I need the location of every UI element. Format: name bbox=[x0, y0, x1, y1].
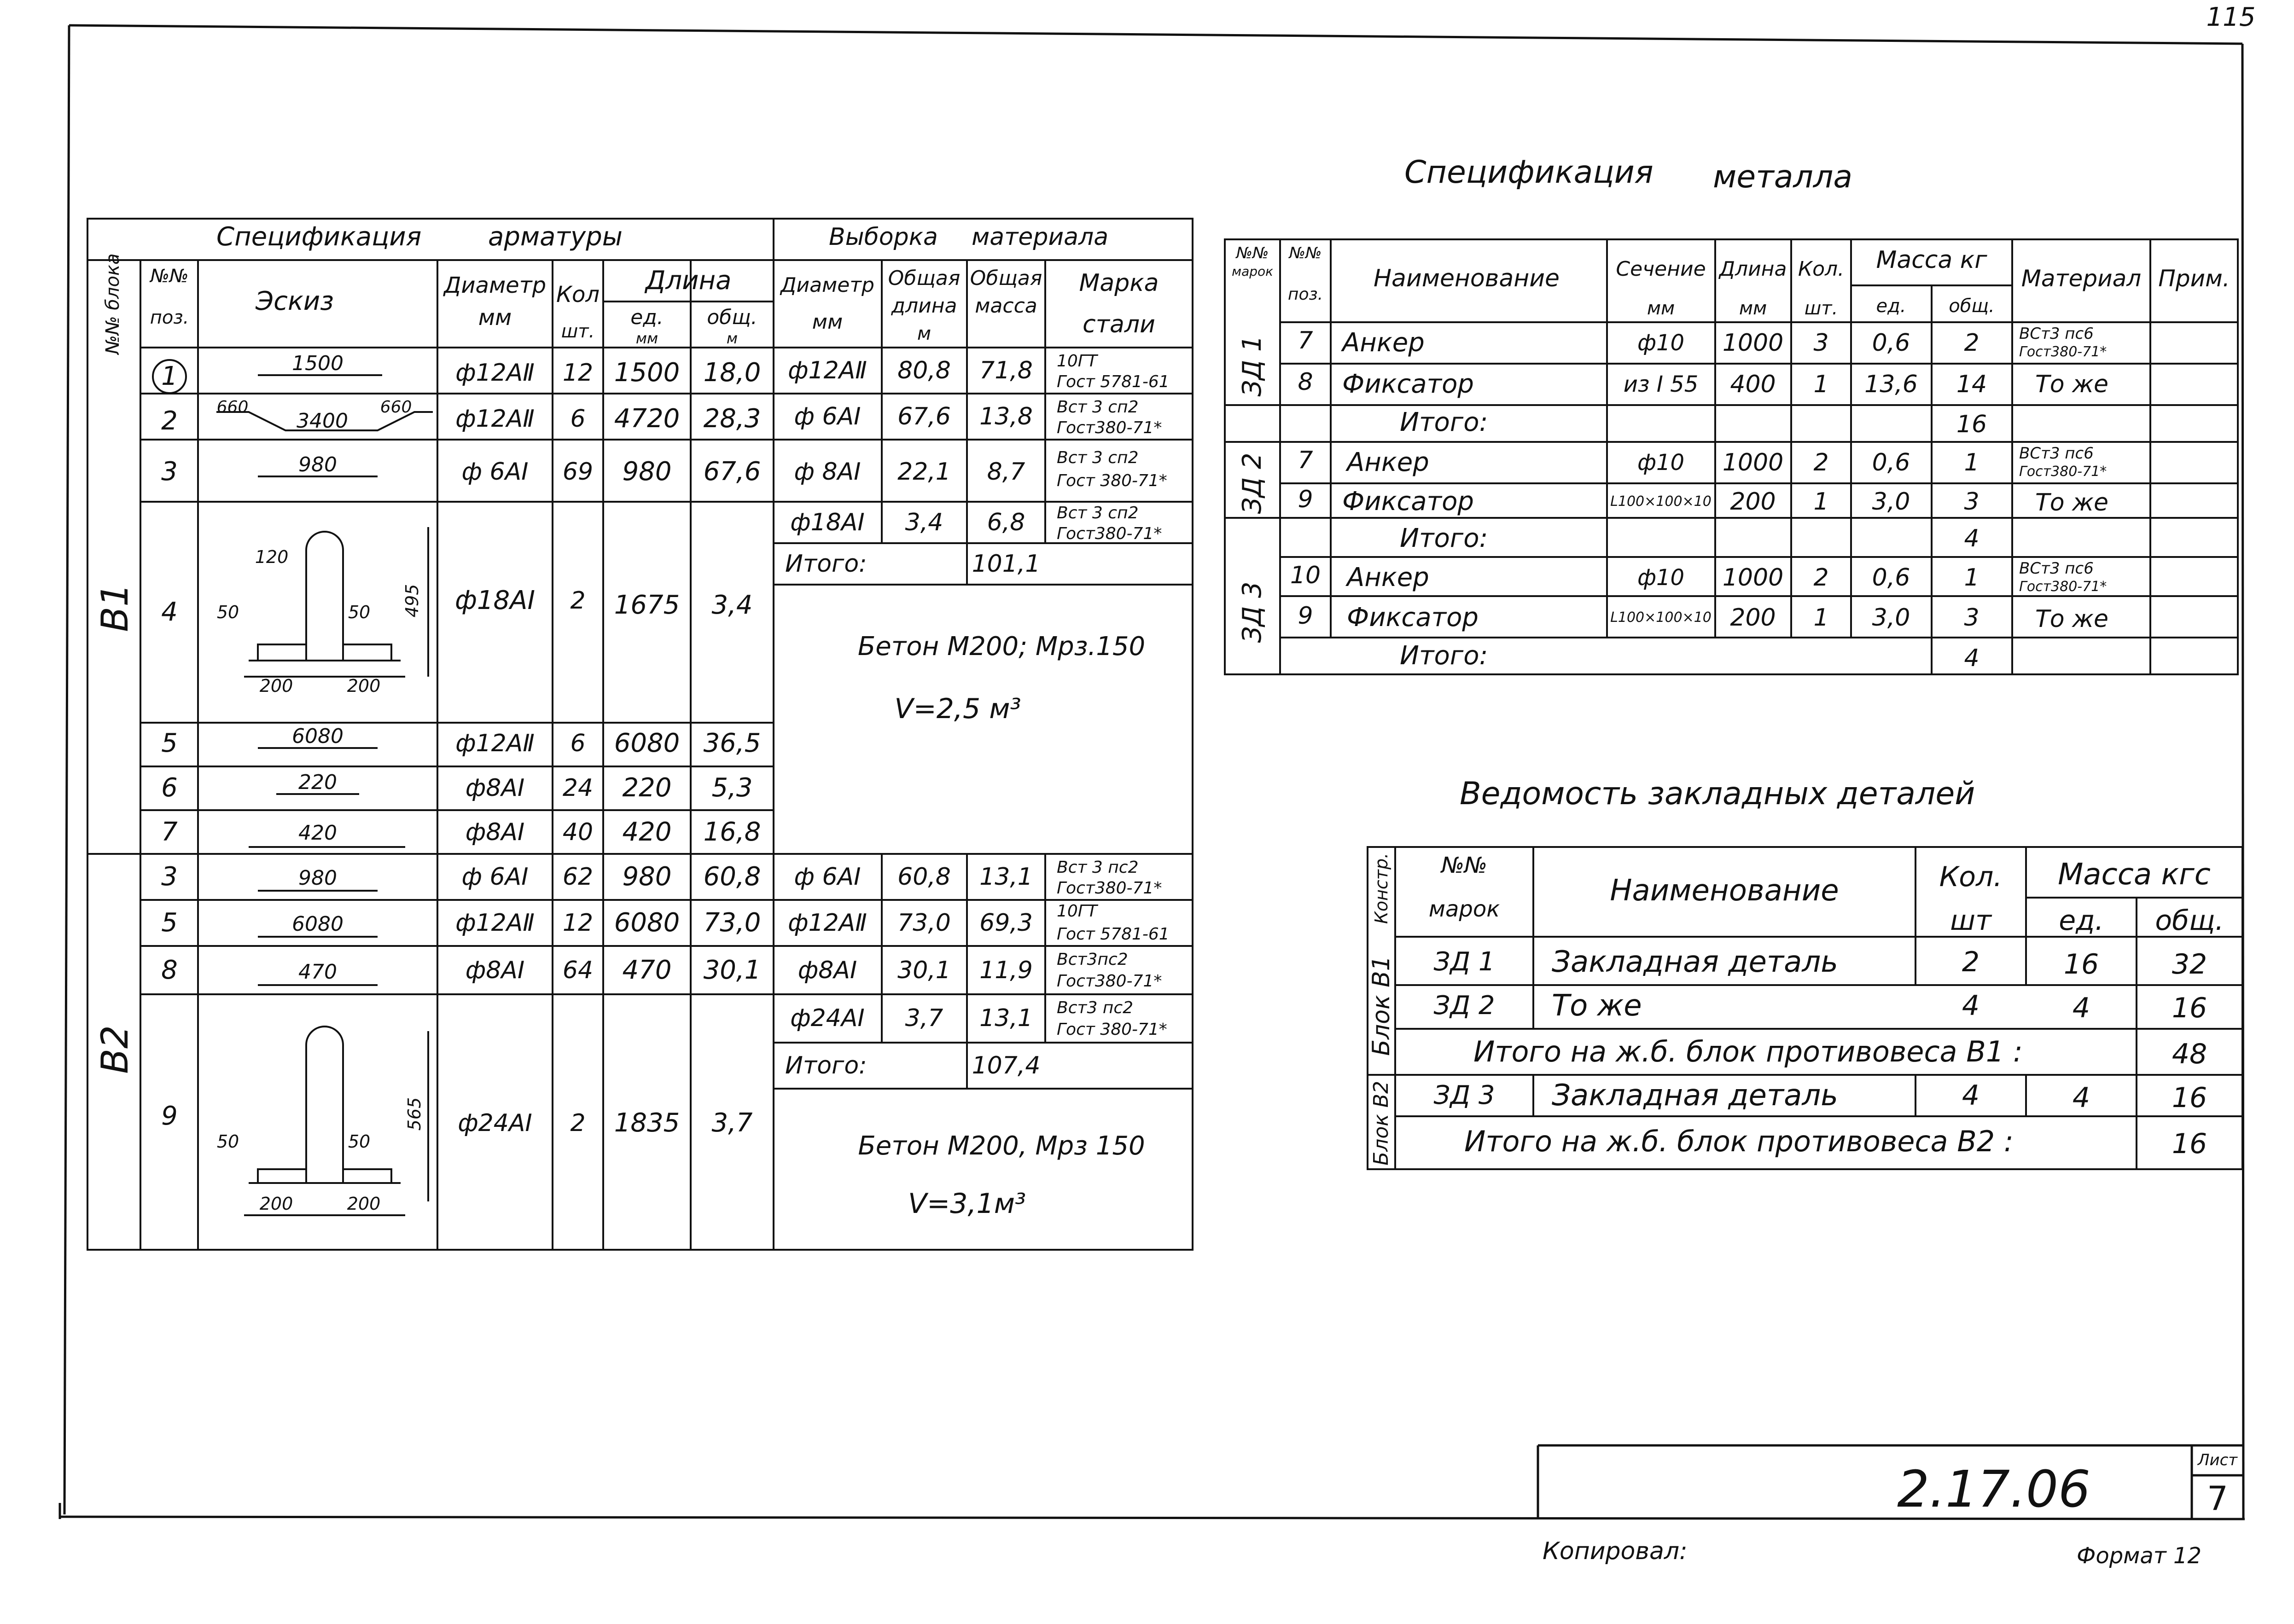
metal-qty: 1 bbox=[1813, 604, 1829, 632]
rebar-header-length-m: м bbox=[726, 330, 738, 347]
hook-dim-e: 200 bbox=[259, 676, 293, 696]
embedded-header-mass: Масса кгс bbox=[2058, 858, 2211, 892]
metal-header-note: Прим. bbox=[2158, 265, 2230, 292]
selection-mass: 8,7 bbox=[987, 458, 1025, 486]
metal-section: L100×100×10 bbox=[1610, 493, 1712, 510]
selection-diameter: ф12АⅡ bbox=[788, 909, 867, 937]
selection-header-length: Общая bbox=[888, 267, 961, 290]
selection-steel-gost: Гост 5781-61 bbox=[1057, 372, 1170, 391]
rebar-header-qty-unit: шт. bbox=[561, 321, 595, 342]
embedded-header-qty-unit: шт bbox=[1950, 905, 1991, 937]
rebar-header-block: №№ блока bbox=[102, 253, 123, 354]
metal-section: ф10 bbox=[1637, 330, 1685, 356]
selection-steel-gost: Гост 5781-61 bbox=[1057, 925, 1170, 944]
rebar-diameter: ф8АI bbox=[465, 818, 525, 846]
rebar-length: 1835 bbox=[614, 1108, 680, 1138]
selection-length: 3,7 bbox=[905, 1004, 943, 1032]
page-corner-number: 115 bbox=[2206, 2, 2256, 32]
embedded-b1-total-label: Итого на ж.б. блок противовеса В1 : bbox=[1473, 1035, 2023, 1068]
rebar-total: 16,8 bbox=[703, 817, 761, 847]
rebar-length: 1675 bbox=[614, 590, 680, 620]
metal-total: 16 bbox=[1956, 411, 1987, 438]
metal-section: ф10 bbox=[1637, 565, 1685, 591]
rebar-pos: 5 bbox=[161, 728, 178, 758]
rebar-header-length-total: общ. bbox=[707, 306, 757, 329]
selection-b2-total: 107,4 bbox=[972, 1052, 1041, 1079]
selection-b1-volume: V=2,5 м³ bbox=[894, 693, 1021, 725]
metal-mass-total: 2 bbox=[1964, 329, 1980, 357]
selection-diameter: ф 8АI bbox=[794, 458, 861, 486]
selection-b2-concrete: Бетон М200, Мрз 150 bbox=[858, 1131, 1145, 1161]
metal-mass-unit: 0,6 bbox=[1872, 329, 1910, 357]
rebar-block-b1: В1 bbox=[93, 583, 136, 632]
metal-header-section-unit: мм bbox=[1647, 298, 1675, 319]
metal-name: Анкер bbox=[1347, 447, 1429, 477]
selection-steel: 10ГТ bbox=[1057, 902, 1097, 921]
selection-diameter: ф 6АI bbox=[794, 863, 861, 891]
selection-diameter: ф24АI bbox=[790, 1004, 865, 1032]
selection-length: 80,8 bbox=[897, 357, 951, 384]
rebar-pos: 3 bbox=[161, 457, 178, 487]
embedded-header-mark: №№ bbox=[1441, 853, 1487, 878]
rebar-length: 1500 bbox=[614, 358, 680, 388]
rebar-total: 3,4 bbox=[711, 590, 753, 620]
embedded-b2-total: 16 bbox=[2172, 1128, 2207, 1160]
rebar-diameter: ф24АI bbox=[458, 1109, 532, 1137]
rebar-header-pos: №№ bbox=[150, 266, 189, 287]
embedded-header-qty: Кол. bbox=[1939, 861, 2003, 893]
rebar-diameter: ф8АI bbox=[465, 774, 525, 802]
embedded-b1-total: 48 bbox=[2172, 1038, 2207, 1070]
rebar-block-b2: В2 bbox=[93, 1025, 136, 1074]
metal-name: Фиксатор bbox=[1342, 369, 1474, 399]
metal-header-mark2: марок bbox=[1231, 264, 1274, 279]
selection-steel: Вст 3 пс2 bbox=[1057, 858, 1139, 877]
selection-diameter: ф12АⅡ bbox=[788, 357, 867, 384]
selection-steel-gost: Гост 380-71* bbox=[1057, 471, 1167, 490]
rebar-pos: 2 bbox=[161, 406, 178, 436]
embedded-title: Ведомость закладных деталей bbox=[1460, 776, 1975, 812]
rebar-total: 3,7 bbox=[711, 1108, 753, 1138]
metal-header-pos: №№ bbox=[1289, 244, 1322, 262]
metal-material-gost: Гост380-71* bbox=[2019, 344, 2107, 360]
metal-header-name: Наименование bbox=[1373, 265, 1560, 292]
selection-b1-total: 101,1 bbox=[972, 550, 1041, 578]
rebar-qty: 6 bbox=[570, 405, 586, 433]
embedded-header-mass-unit: ед. bbox=[2059, 905, 2104, 937]
rebar-pos: 5 bbox=[161, 908, 178, 938]
metal-pos: 7 bbox=[1298, 327, 1313, 354]
rebar-length: 4720 bbox=[614, 404, 680, 434]
selection-steel-gost: Гост380-71* bbox=[1057, 972, 1162, 991]
rebar-pos: 6 bbox=[161, 773, 178, 803]
rebar-qty: 12 bbox=[562, 359, 594, 387]
rebar-header-pos2: поз. bbox=[150, 307, 189, 328]
metal-length: 1000 bbox=[1722, 449, 1784, 476]
rebar-header-diameter: Диаметр bbox=[443, 273, 547, 298]
metal-mass-total: 1 bbox=[1964, 449, 1980, 476]
metal-header-mass-unit: ед. bbox=[1876, 296, 1906, 317]
rebar-qty: 62 bbox=[562, 863, 594, 891]
metal-title-right: металла bbox=[1713, 159, 1853, 195]
selection-steel: Вст3 пс2 bbox=[1057, 998, 1134, 1017]
selection-mass: 13,1 bbox=[979, 1004, 1033, 1032]
metal-qty: 2 bbox=[1813, 564, 1829, 592]
rebar-diameter: ф12АⅡ bbox=[455, 730, 535, 757]
metal-qty: 3 bbox=[1813, 329, 1829, 357]
metal-title-left: Спецификация bbox=[1404, 154, 1654, 191]
rebar-total: 30,1 bbox=[703, 955, 761, 985]
hook-dim-b: 50 bbox=[216, 1131, 239, 1152]
metal-name: Фиксатор bbox=[1342, 487, 1474, 516]
metal-name: Анкер bbox=[1347, 563, 1429, 592]
selection-b1-concrete: Бетон М200; Мрз.150 bbox=[857, 632, 1146, 661]
embedded-mass-unit: 4 bbox=[2072, 992, 2090, 1024]
embedded-mark: ЗД 3 bbox=[1433, 1080, 1495, 1110]
rebar-sketch-dim-right: 660 bbox=[380, 398, 412, 417]
rebar-sketch-dim: 3400 bbox=[297, 409, 348, 433]
selection-header-length-unit: м bbox=[917, 323, 932, 344]
metal-material-gost: Гост380-71* bbox=[2019, 579, 2107, 595]
rebar-qty: 24 bbox=[562, 774, 594, 802]
metal-mass-total: 3 bbox=[1964, 604, 1980, 632]
hook-dim-c: 50 bbox=[348, 602, 371, 622]
selection-steel: Вст 3 сп2 bbox=[1057, 448, 1139, 467]
hook-dim-a: 120 bbox=[255, 547, 289, 567]
rebar-header-qty: Кол bbox=[556, 282, 600, 307]
embedded-qty: 2 bbox=[1962, 946, 1980, 978]
hook-dim-f: 200 bbox=[347, 1194, 381, 1214]
metal-length: 200 bbox=[1730, 604, 1776, 632]
rebar-sketch-dim: 470 bbox=[298, 960, 337, 984]
metal-header-length: Длина bbox=[1719, 257, 1787, 281]
selection-b1-total-label: Итого: bbox=[785, 550, 867, 578]
selection-length: 73,0 bbox=[897, 909, 951, 937]
selection-b2-total-label: Итого: bbox=[785, 1052, 867, 1079]
metal-header-qty: Кол. bbox=[1798, 257, 1845, 281]
selection-steel: Вст 3 сп2 bbox=[1057, 398, 1139, 417]
selection-header-mass2: масса bbox=[975, 294, 1037, 318]
rebar-sketch-dim: 220 bbox=[298, 771, 337, 794]
rebar-total: 36,5 bbox=[703, 728, 761, 758]
selection-header-diameter-unit: мм bbox=[812, 310, 843, 334]
selection-header-steel2: стали bbox=[1083, 311, 1155, 338]
rebar-total: 5,3 bbox=[711, 773, 753, 803]
format-label: Формат 12 bbox=[2077, 1543, 2202, 1569]
rebar-qty: 6 bbox=[570, 730, 586, 757]
metal-qty: 1 bbox=[1813, 371, 1829, 398]
selection-title-right: материала bbox=[972, 223, 1109, 251]
rebar-length: 6080 bbox=[614, 908, 680, 938]
metal-material: ВСт3 пс6 bbox=[2019, 559, 2094, 578]
rebar-pos: 9 bbox=[161, 1101, 178, 1131]
embedded-qty: 4 bbox=[1962, 1079, 1980, 1112]
embedded-name: То же bbox=[1552, 989, 1642, 1023]
selection-mass: 13,1 bbox=[979, 863, 1033, 891]
rebar-header-length: Длина bbox=[645, 266, 732, 296]
metal-pos: 10 bbox=[1290, 562, 1321, 589]
metal-pos: 9 bbox=[1298, 602, 1313, 630]
metal-pos: 7 bbox=[1298, 447, 1313, 474]
metal-header-qty-unit: шт. bbox=[1804, 298, 1838, 319]
selection-diameter: ф18АI bbox=[790, 509, 865, 536]
metal-mass-unit: 13,6 bbox=[1864, 371, 1918, 398]
selection-steel: Вст 3 сп2 bbox=[1057, 504, 1139, 522]
embedded-mass-total: 32 bbox=[2172, 948, 2207, 980]
rebar-total: 73,0 bbox=[703, 908, 761, 938]
embedded-header-constr: Констр. bbox=[1371, 853, 1392, 924]
rebar-header-diameter-unit: мм bbox=[478, 305, 512, 331]
metal-name: Фиксатор bbox=[1347, 603, 1479, 632]
rebar-qty: 2 bbox=[570, 1109, 586, 1137]
hook-dim-e: 200 bbox=[259, 1194, 293, 1214]
rebar-total: 28,3 bbox=[703, 404, 761, 434]
embedded-mass-unit: 4 bbox=[2072, 1082, 2090, 1114]
hook-dim-f: 200 bbox=[347, 676, 381, 696]
hook-dim-d: 495 bbox=[402, 584, 422, 618]
metal-material: То же bbox=[2035, 489, 2108, 516]
embedded-mark: ЗД 2 bbox=[1433, 991, 1495, 1021]
selection-steel-gost: Гост380-71* bbox=[1057, 879, 1162, 898]
rebar-header-length-unit: ед. bbox=[630, 306, 664, 329]
metal-mass-unit: 3,0 bbox=[1872, 604, 1910, 632]
embedded-qty: 4 bbox=[1962, 990, 1980, 1022]
rebar-length: 6080 bbox=[614, 728, 680, 758]
selection-length: 22,1 bbox=[897, 458, 951, 486]
metal-material: То же bbox=[2035, 371, 2108, 398]
metal-group-mark: ЗД 2 bbox=[1237, 452, 1267, 514]
metal-material-gost: Гост380-71* bbox=[2019, 464, 2107, 480]
selection-header-mass: Общая bbox=[970, 267, 1042, 290]
rebar-qty: 12 bbox=[562, 909, 594, 937]
rebar-total: 18,0 bbox=[703, 358, 761, 388]
metal-header-length-unit: мм bbox=[1739, 298, 1767, 319]
metal-header-material: Материал bbox=[2021, 265, 2142, 292]
embedded-header-name: Наименование bbox=[1610, 874, 1839, 908]
rebar-pos: 8 bbox=[161, 955, 178, 985]
rebar-sketch-dim-left: 660 bbox=[216, 398, 249, 417]
metal-qty: 1 bbox=[1813, 488, 1829, 516]
metal-length: 400 bbox=[1730, 371, 1776, 398]
metal-header-pos2: поз. bbox=[1287, 285, 1323, 304]
rebar-header-sketch: Эскиз bbox=[256, 286, 334, 316]
metal-total-label: Итого: bbox=[1400, 407, 1488, 437]
rebar-qty: 40 bbox=[562, 818, 594, 846]
hook-dim-c: 50 bbox=[348, 1131, 371, 1152]
rebar-sketch-dim: 6080 bbox=[292, 912, 344, 936]
metal-mass-total: 1 bbox=[1964, 564, 1980, 592]
metal-total-label: Итого: bbox=[1400, 641, 1488, 671]
rebar-sketch-dim: 980 bbox=[298, 453, 337, 476]
embedded-mark: ЗД 1 bbox=[1433, 947, 1495, 977]
rebar-pos: 3 bbox=[161, 862, 178, 892]
metal-material: ВСт3 пс6 bbox=[2019, 444, 2094, 463]
rebar-length: 420 bbox=[622, 817, 672, 847]
hook-dim-b: 50 bbox=[216, 602, 239, 622]
rebar-sketch-dim: 980 bbox=[298, 866, 337, 890]
selection-length: 60,8 bbox=[897, 863, 951, 891]
rebar-pos: 1 bbox=[161, 361, 178, 391]
rebar-title-left: Спецификация bbox=[216, 222, 422, 252]
metal-pos: 9 bbox=[1298, 486, 1313, 513]
rebar-sketch-dim: 6080 bbox=[292, 725, 344, 748]
embedded-block-b1: Блок В1 bbox=[1368, 956, 1395, 1056]
rebar-length: 980 bbox=[622, 457, 672, 487]
metal-mass-total: 3 bbox=[1964, 488, 1980, 516]
rebar-length: 470 bbox=[622, 955, 672, 985]
selection-diameter: ф 6АI bbox=[794, 403, 861, 430]
selection-mass: 69,3 bbox=[979, 909, 1033, 937]
metal-mass-unit: 3,0 bbox=[1872, 488, 1910, 516]
metal-group-mark: ЗД 1 bbox=[1237, 335, 1267, 397]
rebar-sketch-dim: 1500 bbox=[292, 352, 344, 375]
metal-material: ВСт3 пс6 bbox=[2019, 325, 2094, 343]
selection-b2-volume: V=3,1м³ bbox=[908, 1188, 1026, 1220]
selection-length: 67,6 bbox=[897, 403, 951, 430]
metal-qty: 2 bbox=[1813, 449, 1829, 476]
selection-header-length2: длина bbox=[891, 294, 957, 318]
rebar-title-right: арматуры bbox=[488, 222, 623, 252]
selection-steel: Вст3пс2 bbox=[1057, 950, 1128, 969]
hook-dim-d: 565 bbox=[404, 1097, 425, 1131]
rebar-diameter: ф 6АI bbox=[461, 863, 529, 891]
metal-material: То же bbox=[2035, 605, 2108, 633]
metal-header-mark: №№ bbox=[1236, 244, 1269, 262]
sheet-number: 7 bbox=[2207, 1479, 2228, 1518]
embedded-mass-total: 16 bbox=[2172, 1082, 2207, 1114]
rebar-diameter: ф12АⅡ bbox=[455, 359, 535, 387]
rebar-total: 60,8 bbox=[703, 862, 761, 892]
copied-label: Копировал: bbox=[1543, 1537, 1688, 1565]
metal-section: L100×100×10 bbox=[1610, 609, 1712, 626]
metal-length: 1000 bbox=[1722, 564, 1784, 592]
embedded-b2-total-label: Итого на ж.б. блок противовеса В2 : bbox=[1464, 1125, 2014, 1158]
metal-mass-unit: 0,6 bbox=[1872, 449, 1910, 476]
selection-length: 3,4 bbox=[905, 509, 943, 536]
metal-section: из I 55 bbox=[1623, 371, 1699, 397]
metal-name: Анкер bbox=[1342, 328, 1425, 358]
embedded-block-b2: Блок В2 bbox=[1369, 1081, 1393, 1166]
metal-total: 4 bbox=[1964, 525, 1980, 552]
selection-length: 30,1 bbox=[897, 957, 951, 984]
selection-mass: 71,8 bbox=[979, 357, 1033, 384]
rebar-diameter: ф8АI bbox=[465, 957, 525, 984]
rebar-pos: 7 bbox=[161, 817, 178, 847]
rebar-length: 220 bbox=[622, 773, 672, 803]
rebar-qty: 69 bbox=[562, 458, 594, 486]
selection-mass: 11,9 bbox=[979, 957, 1033, 984]
rebar-diameter: ф12АⅡ bbox=[455, 405, 535, 433]
selection-header-steel: Марка bbox=[1079, 269, 1159, 297]
embedded-header-mark2: марок bbox=[1428, 896, 1500, 922]
rebar-pos: 4 bbox=[161, 597, 178, 627]
selection-steel-gost: Гост380-71* bbox=[1057, 418, 1162, 437]
rebar-diameter: ф 6АI bbox=[461, 458, 529, 486]
selection-mass: 13,8 bbox=[979, 403, 1033, 430]
rebar-diameter: ф12АⅡ bbox=[455, 909, 535, 937]
metal-total: 4 bbox=[1964, 644, 1980, 672]
metal-mass-total: 14 bbox=[1956, 371, 1987, 398]
document-code: 2.17.06 bbox=[1897, 1460, 2090, 1519]
selection-title-left: Выборка bbox=[829, 223, 938, 251]
sheet-label: Лист bbox=[2197, 1451, 2238, 1469]
selection-diameter: ф8АI bbox=[798, 957, 857, 984]
rebar-qty: 64 bbox=[562, 957, 594, 984]
metal-mass-unit: 0,6 bbox=[1872, 564, 1910, 592]
metal-group-mark: ЗД 3 bbox=[1237, 581, 1267, 643]
embedded-mass-total: 16 bbox=[2172, 992, 2207, 1024]
rebar-sketch-dim: 420 bbox=[298, 821, 337, 845]
metal-total-label: Итого: bbox=[1400, 523, 1488, 553]
selection-steel-gost: Гост380-71* bbox=[1057, 524, 1162, 543]
embedded-name: Закладная деталь bbox=[1552, 945, 1838, 979]
rebar-qty: 2 bbox=[570, 587, 586, 615]
metal-section: ф10 bbox=[1637, 450, 1685, 476]
metal-pos: 8 bbox=[1298, 368, 1313, 396]
rebar-total: 67,6 bbox=[703, 457, 761, 487]
metal-length: 200 bbox=[1730, 488, 1776, 516]
selection-mass: 6,8 bbox=[987, 509, 1025, 536]
rebar-length: 980 bbox=[622, 862, 672, 892]
metal-length: 1000 bbox=[1722, 329, 1784, 357]
embedded-name: Закладная деталь bbox=[1552, 1079, 1838, 1113]
selection-steel: 10ГТ bbox=[1057, 352, 1097, 371]
embedded-header-mass-total: общ. bbox=[2155, 905, 2224, 937]
metal-header-mass: Масса кг bbox=[1876, 246, 1987, 274]
embedded-mass-unit: 16 bbox=[2063, 948, 2099, 980]
rebar-header-length-mm: мм bbox=[635, 330, 658, 347]
metal-header-mass-total: общ. bbox=[1949, 296, 1995, 317]
rebar-diameter: ф18АI bbox=[455, 586, 535, 615]
metal-header-section: Сечение bbox=[1616, 257, 1706, 281]
selection-header-diameter: Диаметр bbox=[780, 273, 874, 297]
selection-steel-gost: Гост 380-71* bbox=[1057, 1020, 1167, 1039]
